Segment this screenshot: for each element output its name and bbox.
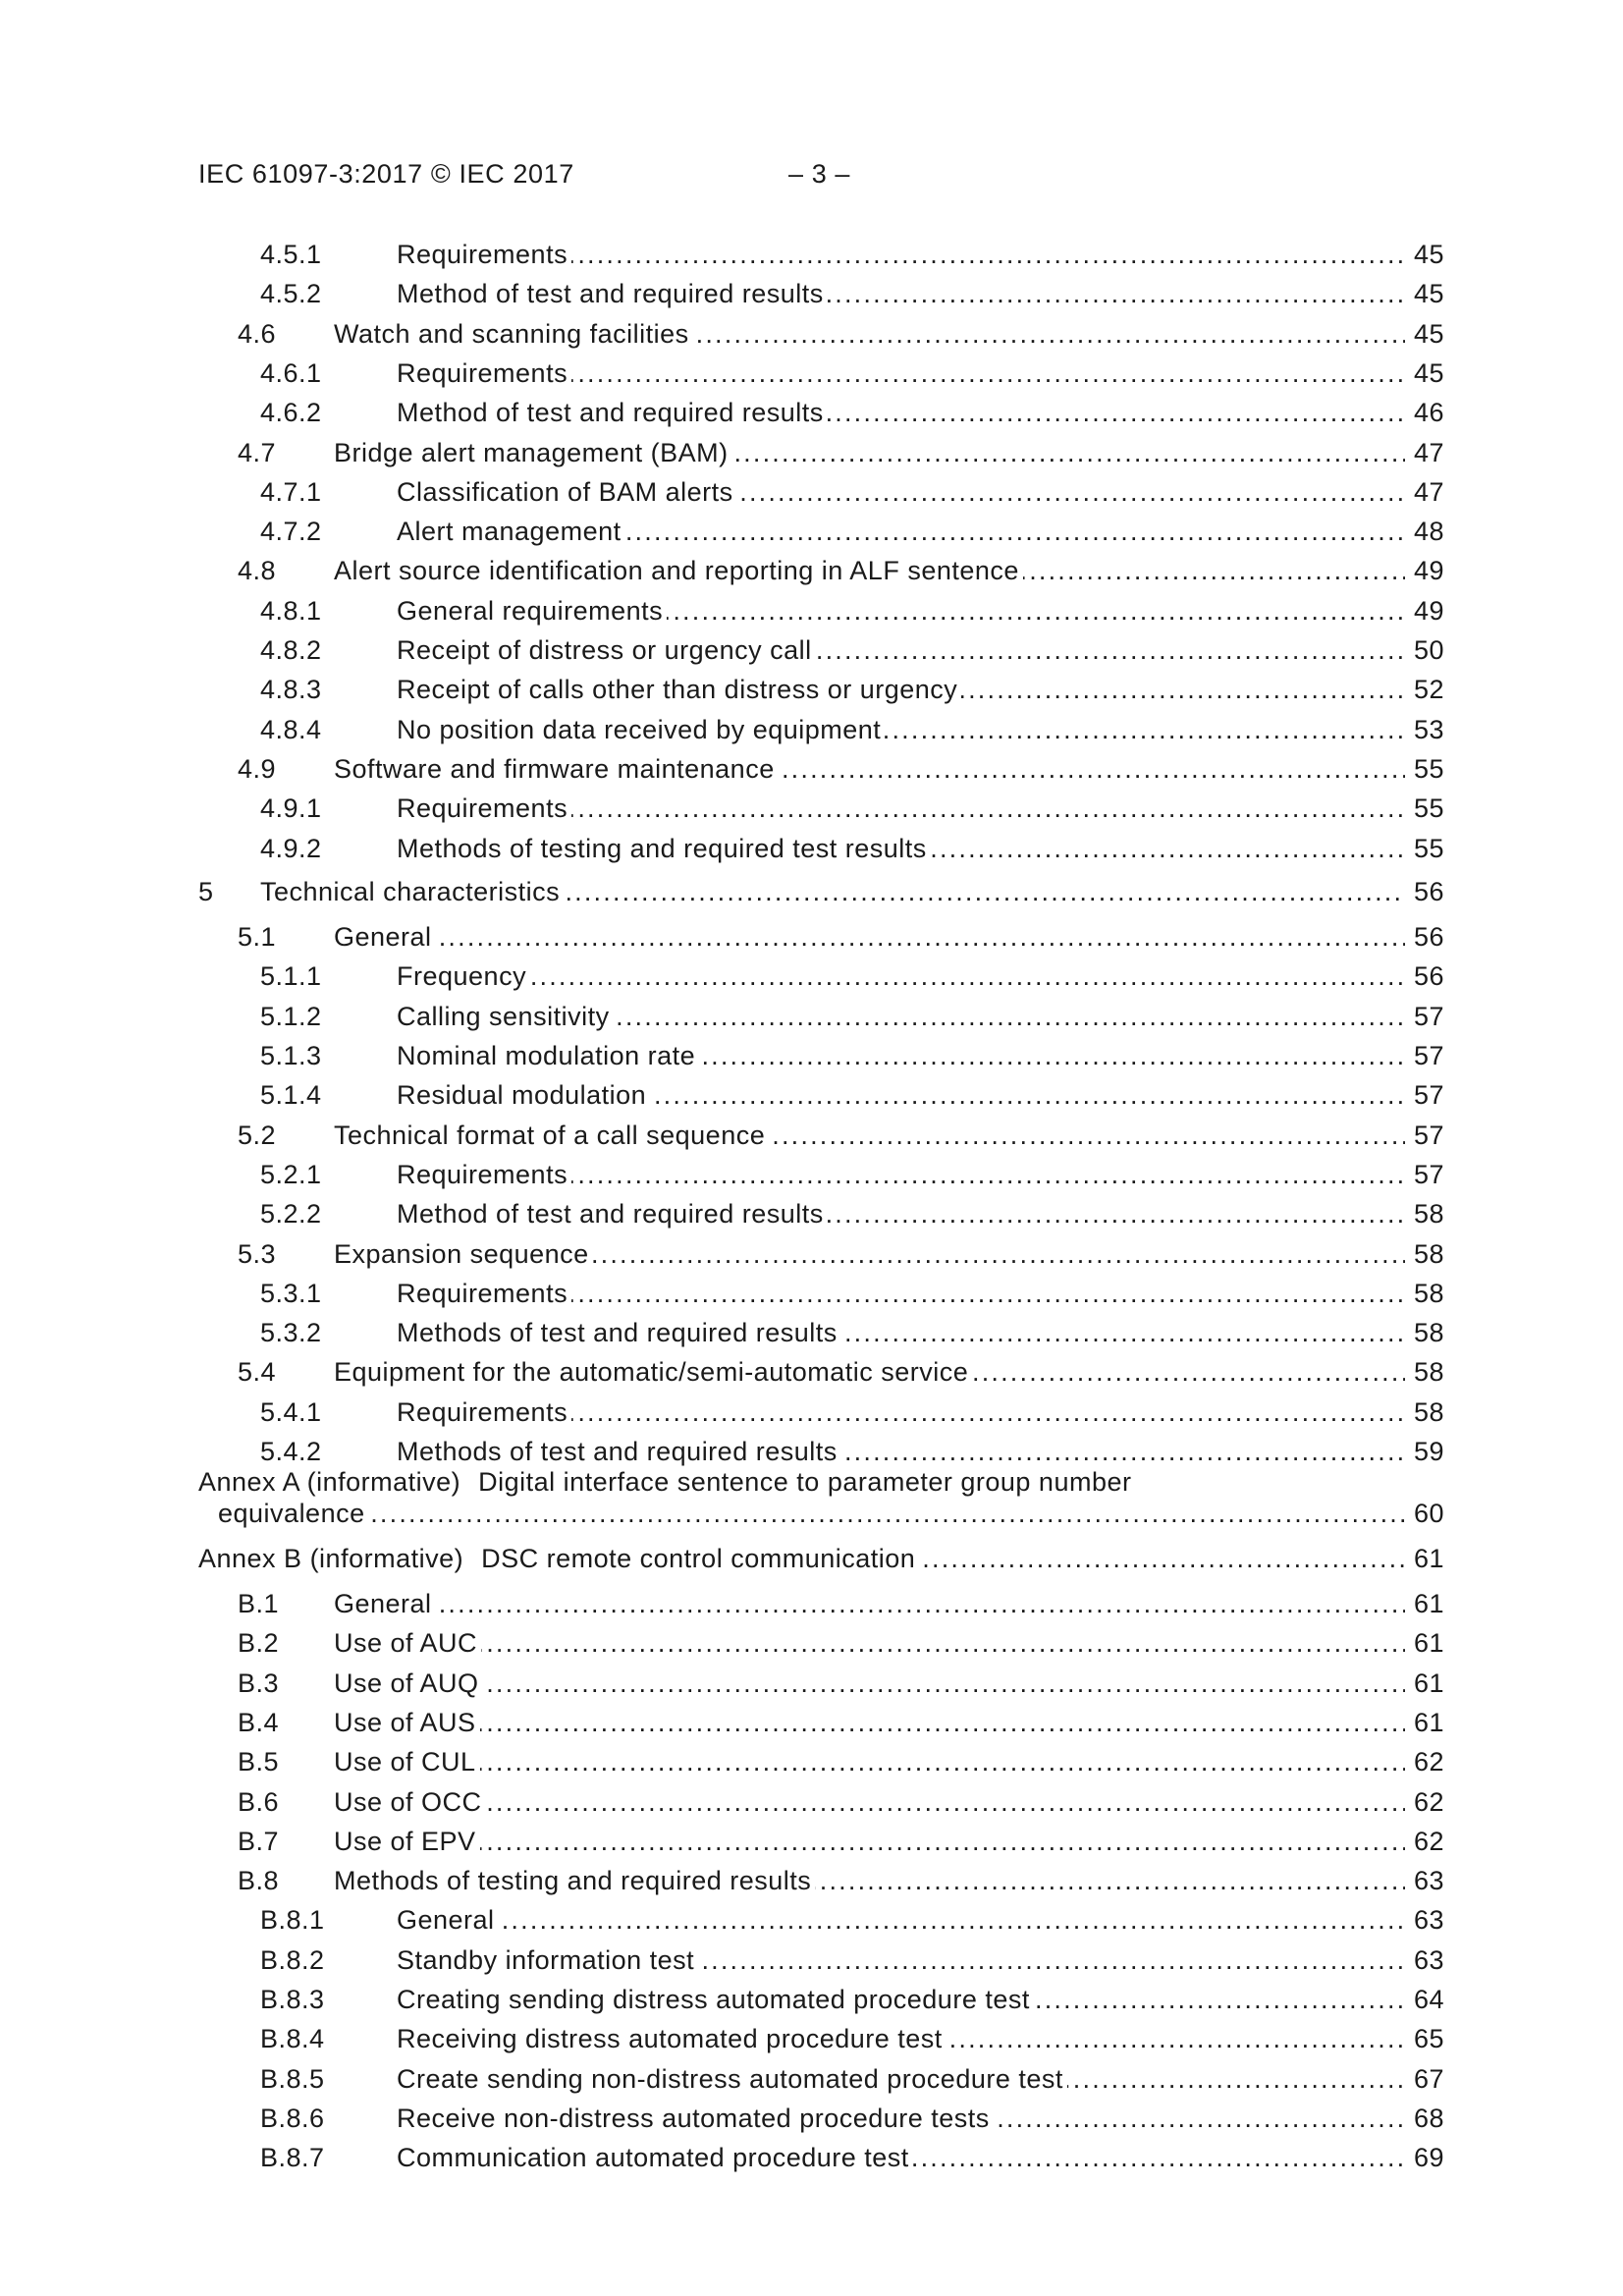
toc-entry-title: Receiving distress automated procedure test xyxy=(397,2024,947,2053)
toc-entry[interactable] xyxy=(198,875,1444,908)
toc-entry-title: Requirements xyxy=(397,358,571,388)
toc-entry-title: Methods of testing and required results xyxy=(334,1866,815,1895)
toc-entry-title-leader xyxy=(397,832,1405,865)
toc-entry-title: Communication automated procedure test xyxy=(397,2143,913,2172)
toc-entry-number: 4.9 xyxy=(238,753,277,784)
toc-entry-page: 47 xyxy=(1405,475,1444,509)
toc-entry-title-leader xyxy=(397,2102,1405,2135)
toc-entry-title-leader xyxy=(397,1943,1405,1977)
toc-entry-number: 5.1.2 xyxy=(260,1001,322,1031)
toc-entry[interactable] xyxy=(260,594,1444,628)
toc-entry-title-leader xyxy=(334,1626,1405,1660)
toc-entry-page: 52 xyxy=(1405,673,1444,706)
toc-entry-title: Requirements xyxy=(397,1160,571,1189)
toc-entry[interactable] xyxy=(260,1943,1444,1977)
toc-entry[interactable] xyxy=(238,1667,1444,1700)
annex-b-title: DSC remote control communication xyxy=(481,1544,916,1573)
toc-entry[interactable] xyxy=(260,2102,1444,2135)
toc-entry-title: Use of CUL xyxy=(334,1747,480,1777)
toc-entry-title: Classification of BAM alerts xyxy=(397,477,737,507)
toc-entry-page: 61 xyxy=(1405,1587,1444,1620)
toc-entry-title: Technical characteristics xyxy=(260,877,564,906)
toc-entry[interactable] xyxy=(260,1039,1444,1072)
annex-b-heading[interactable] xyxy=(198,1542,1444,1575)
toc-entry-title: Standby information test xyxy=(397,1945,698,1975)
toc-entry-title: General requirements xyxy=(397,596,667,626)
toc-entry[interactable] xyxy=(238,1355,1444,1389)
toc-entry[interactable] xyxy=(238,920,1444,954)
toc-entry-title-leader xyxy=(397,396,1405,429)
toc-entry-number: 5.2.1 xyxy=(260,1159,322,1189)
toc-entry-number: 4.8 xyxy=(238,556,277,586)
header-page-number: – 3 – xyxy=(788,159,851,189)
toc-entry-number: 5 xyxy=(198,876,214,906)
toc-entry-title: Alert management xyxy=(397,517,625,546)
toc-entry[interactable] xyxy=(260,1277,1444,1310)
toc-entry-page: 61 xyxy=(1405,1706,1444,1739)
toc-entry-page: 67 xyxy=(1405,2062,1444,2096)
toc-entry[interactable] xyxy=(260,1983,1444,2016)
toc-entry-number: 4.7 xyxy=(238,437,277,467)
toc-entry[interactable] xyxy=(238,554,1444,587)
toc-entry[interactable] xyxy=(260,1435,1444,1468)
toc-entry-number: B.8.7 xyxy=(260,2143,325,2173)
toc-entry-title-leader xyxy=(334,1355,1405,1389)
toc-entry-page: 57 xyxy=(1405,1039,1444,1072)
toc-entry-number: 4.8.1 xyxy=(260,595,322,626)
toc-entry-page: 57 xyxy=(1405,1078,1444,1112)
toc-entry-title-leader xyxy=(397,277,1405,310)
toc-entry-page: 65 xyxy=(1405,2022,1444,2055)
toc-entry-title: Method of test and required results xyxy=(397,1199,828,1229)
toc-entry[interactable] xyxy=(260,475,1444,509)
toc-entry-page: 63 xyxy=(1405,1903,1444,1937)
toc-entry[interactable] xyxy=(260,713,1444,746)
toc-entry[interactable] xyxy=(260,673,1444,706)
toc-entry[interactable] xyxy=(238,317,1444,351)
toc-entry-number: 5.4.1 xyxy=(260,1396,322,1427)
toc-entry[interactable] xyxy=(260,238,1444,271)
toc-entry-page: 47 xyxy=(1405,436,1444,469)
toc-entry-title-leader xyxy=(397,594,1405,628)
toc-entry-page: 57 xyxy=(1405,1119,1444,1152)
toc-entry[interactable] xyxy=(260,1197,1444,1230)
toc-entry-page: 62 xyxy=(1405,1825,1444,1858)
toc-entry-number: 5.1.4 xyxy=(260,1080,322,1111)
toc-entry-title: Create sending non-distress automated procedure test xyxy=(397,2064,1067,2094)
toc-entry-page: 59 xyxy=(1405,1435,1444,1468)
toc-entry-title: Use of OCC xyxy=(334,1787,486,1817)
toc-entry[interactable] xyxy=(260,1158,1444,1191)
toc-entry[interactable] xyxy=(260,633,1444,667)
toc-entry[interactable] xyxy=(238,436,1444,469)
toc-entry-title: Receipt of calls other than distress or urgency xyxy=(397,675,961,704)
toc-entry-number: 4.6.2 xyxy=(260,398,322,428)
annex-a-title-line1: Digital interface sentence to parameter group number xyxy=(478,1467,1132,1497)
toc-entry-title: Requirements xyxy=(397,793,571,823)
toc-entry-title-leader xyxy=(397,1000,1405,1033)
toc-entry-number: B.8.5 xyxy=(260,2063,325,2094)
toc-entry-number: 5.4 xyxy=(238,1357,277,1388)
toc-entry-title-leader xyxy=(397,1197,1405,1230)
toc-entry-page: 62 xyxy=(1405,1745,1444,1778)
toc-entry[interactable] xyxy=(238,1864,1444,1897)
toc-entry-title: Residual modulation xyxy=(397,1080,650,1110)
toc-entry-page: 56 xyxy=(1405,920,1444,954)
toc-entry[interactable] xyxy=(260,356,1444,390)
toc-entry-number: 5.4.2 xyxy=(260,1437,322,1466)
annex-b-label: Annex B (informative) xyxy=(198,1544,464,1573)
toc-entry-title-leader xyxy=(334,1667,1405,1700)
toc-entry-title-leader xyxy=(397,959,1405,993)
toc-entry-page: 56 xyxy=(1405,875,1444,908)
toc-entry-title: Technical format of a call sequence xyxy=(334,1121,769,1150)
toc-entry-number: 4.7.2 xyxy=(260,517,322,547)
toc-entry-title: Use of AUS xyxy=(334,1708,480,1737)
toc-entry-number: B.8.2 xyxy=(260,1944,325,1975)
toc-entry-number: 5.1 xyxy=(238,922,277,953)
toc-entry-title-leader xyxy=(218,1497,1405,1530)
toc-entry-title-leader xyxy=(334,554,1405,587)
toc-entry-page: 69 xyxy=(1405,2141,1444,2174)
toc-entry-title: No position data received by equipment xyxy=(397,715,885,744)
annex-a-label: Annex A (informative) xyxy=(198,1467,461,1497)
toc-entry-title-leader xyxy=(334,1745,1405,1778)
toc-entry-number: 4.9.2 xyxy=(260,833,322,863)
toc-entry-title: Creating sending distress automated procedure test xyxy=(397,1985,1034,2014)
toc-entry-title-leader xyxy=(334,1706,1405,1739)
toc-entry[interactable] xyxy=(260,396,1444,429)
toc-entry-number: 4.7.1 xyxy=(260,476,322,507)
toc-entry-number: 4.8.3 xyxy=(260,675,322,705)
toc-entry-title-leader xyxy=(397,238,1405,271)
toc-entry[interactable] xyxy=(238,1745,1444,1778)
toc-entry-page: 58 xyxy=(1405,1316,1444,1349)
toc-entry-title: General xyxy=(334,922,436,952)
toc-entry-title-leader xyxy=(397,475,1405,509)
toc-entry-title-leader xyxy=(334,1587,1405,1620)
toc-entry-title: General xyxy=(397,1905,499,1935)
toc-entry-number: 4.5.2 xyxy=(260,279,322,309)
toc-entry[interactable] xyxy=(260,515,1444,548)
toc-entry-number: B.8 xyxy=(238,1866,280,1896)
toc-entry-page: 55 xyxy=(1405,832,1444,865)
toc-entry-page: 58 xyxy=(1405,1197,1444,1230)
toc-entry-number: B.1 xyxy=(238,1589,280,1618)
toc-entry-title-leader xyxy=(397,1316,1405,1349)
toc-entry-title: Use of EPV xyxy=(334,1827,480,1856)
toc-entry-title-leader xyxy=(198,1542,1405,1575)
toc-entry-number: 5.3.2 xyxy=(260,1318,322,1348)
toc-entry-title-leader xyxy=(260,875,1405,908)
toc-entry-title: Methods of test and required results xyxy=(397,1437,841,1466)
toc-entry-page: 58 xyxy=(1405,1395,1444,1429)
toc-entry-title: Calling sensitivity xyxy=(397,1002,614,1031)
toc-entry-number: 5.2.2 xyxy=(260,1199,322,1230)
toc-entry-page: 57 xyxy=(1405,1000,1444,1033)
toc-entry-title-leader xyxy=(334,436,1405,469)
toc-entry-page: 58 xyxy=(1405,1237,1444,1271)
toc-entry-number: 4.8.4 xyxy=(260,714,322,744)
toc-entry-title-leader xyxy=(397,515,1405,548)
toc-entry-number: B.7 xyxy=(238,1826,280,1856)
toc-entry[interactable] xyxy=(238,1119,1444,1152)
toc-entry-title-leader xyxy=(334,1119,1405,1152)
toc-entry-title-leader xyxy=(397,2141,1405,2174)
toc-entry-page: 68 xyxy=(1405,2102,1444,2135)
toc-entry-page: 49 xyxy=(1405,594,1444,628)
toc-entry[interactable] xyxy=(260,2141,1444,2174)
toc-entry-title-leader xyxy=(397,1983,1405,2016)
annex-a-heading[interactable] xyxy=(198,1465,1131,1499)
toc-entry-number: B.8.4 xyxy=(260,2024,325,2054)
toc-entry-number: 5.1.3 xyxy=(260,1041,322,1070)
toc-entry-title-leader xyxy=(397,1903,1405,1937)
toc-entry[interactable] xyxy=(260,1000,1444,1033)
toc-entry-number: 4.5.1 xyxy=(260,240,322,269)
toc-entry-page: 56 xyxy=(1405,959,1444,993)
toc-entry[interactable] xyxy=(238,1706,1444,1739)
toc-entry-title: Frequency xyxy=(397,961,530,991)
toc-entry-number: B.8.1 xyxy=(260,1905,325,1936)
toc-entry-title: equivalence xyxy=(218,1499,369,1528)
toc-entry-title-leader xyxy=(397,633,1405,667)
toc-entry-page: 48 xyxy=(1405,515,1444,548)
toc-entry-number: B.3 xyxy=(238,1667,280,1698)
toc-entry[interactable] xyxy=(260,1316,1444,1349)
toc-entry-number: 5.3 xyxy=(238,1238,277,1269)
toc-entry-title: Requirements xyxy=(397,1397,571,1427)
toc-entry-page: 53 xyxy=(1405,713,1444,746)
toc-entry-title: Watch and scanning facilities xyxy=(334,319,693,349)
toc-entry[interactable] xyxy=(260,1903,1444,1937)
toc-entry-number: 4.6 xyxy=(238,318,277,349)
toc-entry-page: 64 xyxy=(1405,1983,1444,2016)
toc-entry-page: 55 xyxy=(1405,792,1444,825)
toc-entry[interactable] xyxy=(260,959,1444,993)
toc-entry-title-leader xyxy=(334,1237,1405,1271)
toc-entry-page: 58 xyxy=(1405,1355,1444,1389)
toc-entry-title-leader xyxy=(334,1785,1405,1819)
toc-entry-number: 4.8.2 xyxy=(260,635,322,665)
toc-entry-title-leader xyxy=(334,1864,1405,1897)
toc-entry-page: 62 xyxy=(1405,1785,1444,1819)
toc-entry-number: B.4 xyxy=(238,1707,280,1737)
toc-entry-title: Use of AUC xyxy=(334,1628,481,1658)
toc-entry-title: Use of AUQ xyxy=(334,1668,483,1698)
toc-entry-title: Alert source identification and reporting in ALF sentence xyxy=(334,556,1023,585)
toc-entry-page: 61 xyxy=(1405,1667,1444,1700)
toc-entry-page: 57 xyxy=(1405,1158,1444,1191)
header-document-id: IEC 61097-3:2017 © IEC 2017 xyxy=(198,159,574,189)
toc-entry-title: Receipt of distress or urgency call xyxy=(397,635,816,665)
toc-entry-title-leader xyxy=(397,2022,1405,2055)
toc-entry-page: 58 xyxy=(1405,1277,1444,1310)
toc-entry[interactable] xyxy=(238,1626,1444,1660)
toc-entry-title: Requirements xyxy=(397,1279,571,1308)
toc-entry[interactable] xyxy=(260,277,1444,310)
toc-entry-title-leader xyxy=(397,1039,1405,1072)
toc-entry-number: 4.9.1 xyxy=(260,793,322,824)
toc-entry-title: Expansion sequence xyxy=(334,1239,593,1269)
toc-entry-number: 5.2 xyxy=(238,1120,277,1150)
toc-entry-title: Method of test and required results xyxy=(397,279,828,308)
toc-entry-number: B.2 xyxy=(238,1628,280,1659)
toc-entry-title-leader xyxy=(334,317,1405,351)
toc-entry-page: 63 xyxy=(1405,1943,1444,1977)
toc-entry-title: Methods of testing and required test results xyxy=(397,834,931,863)
toc-entry-title-leader xyxy=(397,792,1405,825)
toc-entry-title-leader xyxy=(334,752,1405,786)
toc-entry-title-leader xyxy=(397,1435,1405,1468)
toc-entry[interactable] xyxy=(238,1587,1444,1620)
toc-entry-number: B.8.3 xyxy=(260,1985,325,2014)
toc-entry-number: 4.6.1 xyxy=(260,357,322,388)
toc-entry-title: Nominal modulation rate xyxy=(397,1041,699,1070)
toc-entry-number: B.5 xyxy=(238,1747,280,1777)
toc-entry-title xyxy=(198,1544,919,1573)
toc-entry-page: 45 xyxy=(1405,238,1444,271)
toc-entry-page: 61 xyxy=(1405,1626,1444,1660)
toc-entry-title: Equipment for the automatic/semi-automatic service xyxy=(334,1357,972,1387)
toc-entry-page: 50 xyxy=(1405,633,1444,667)
toc-entry[interactable] xyxy=(260,832,1444,865)
toc-entry-title: Methods of test and required results xyxy=(397,1318,841,1347)
toc-entry-title-leader xyxy=(397,1158,1405,1191)
toc-entry[interactable] xyxy=(238,1237,1444,1271)
toc-entry[interactable] xyxy=(260,2062,1444,2096)
toc-entry[interactable] xyxy=(260,1078,1444,1112)
toc-entry-title-leader xyxy=(397,1078,1405,1112)
toc-entry-number: B.8.6 xyxy=(260,2103,325,2133)
toc-entry-page: 49 xyxy=(1405,554,1444,587)
toc-entry-title-leader xyxy=(397,2062,1405,2096)
toc-entry-page: 60 xyxy=(1405,1497,1444,1530)
toc-entry-title-leader xyxy=(334,920,1405,954)
toc-entry-page: 61 xyxy=(1405,1542,1444,1575)
toc-entry-page: 45 xyxy=(1405,356,1444,390)
toc-entry-title-leader xyxy=(334,1825,1405,1858)
toc-entry-title: General xyxy=(334,1589,436,1618)
toc-entry-number: 5.1.1 xyxy=(260,961,322,992)
toc-entry-title-leader xyxy=(397,1395,1405,1429)
toc-entry-title-leader xyxy=(397,713,1405,746)
toc-entry[interactable] xyxy=(260,792,1444,825)
toc-entry[interactable] xyxy=(260,1395,1444,1429)
toc-entry[interactable] xyxy=(238,752,1444,786)
toc-entry-title: Requirements xyxy=(397,240,571,269)
toc-entry-page: 63 xyxy=(1405,1864,1444,1897)
toc-entry-title-leader xyxy=(397,673,1405,706)
toc-entry-title-leader xyxy=(397,1277,1405,1310)
toc-entry-title-leader xyxy=(397,356,1405,390)
toc-entry-title: Bridge alert management (BAM) xyxy=(334,438,732,467)
toc-entry-page: 46 xyxy=(1405,396,1444,429)
toc-entry[interactable] xyxy=(238,1785,1444,1819)
toc-entry-title: Software and firmware maintenance xyxy=(334,754,779,784)
toc-entry-number: B.6 xyxy=(238,1786,280,1817)
toc-entry[interactable] xyxy=(260,2022,1444,2055)
annex-a-continuation[interactable] xyxy=(218,1497,1444,1530)
toc-entry-title: Method of test and required results xyxy=(397,398,828,427)
toc-entry-page: 55 xyxy=(1405,752,1444,786)
toc-entry-page: 45 xyxy=(1405,317,1444,351)
toc-entry[interactable] xyxy=(238,1825,1444,1858)
toc-entry-number: 5.3.1 xyxy=(260,1278,322,1308)
toc-entry-title: Receive non-distress automated procedure tests xyxy=(397,2104,994,2133)
toc-entry-page: 45 xyxy=(1405,277,1444,310)
